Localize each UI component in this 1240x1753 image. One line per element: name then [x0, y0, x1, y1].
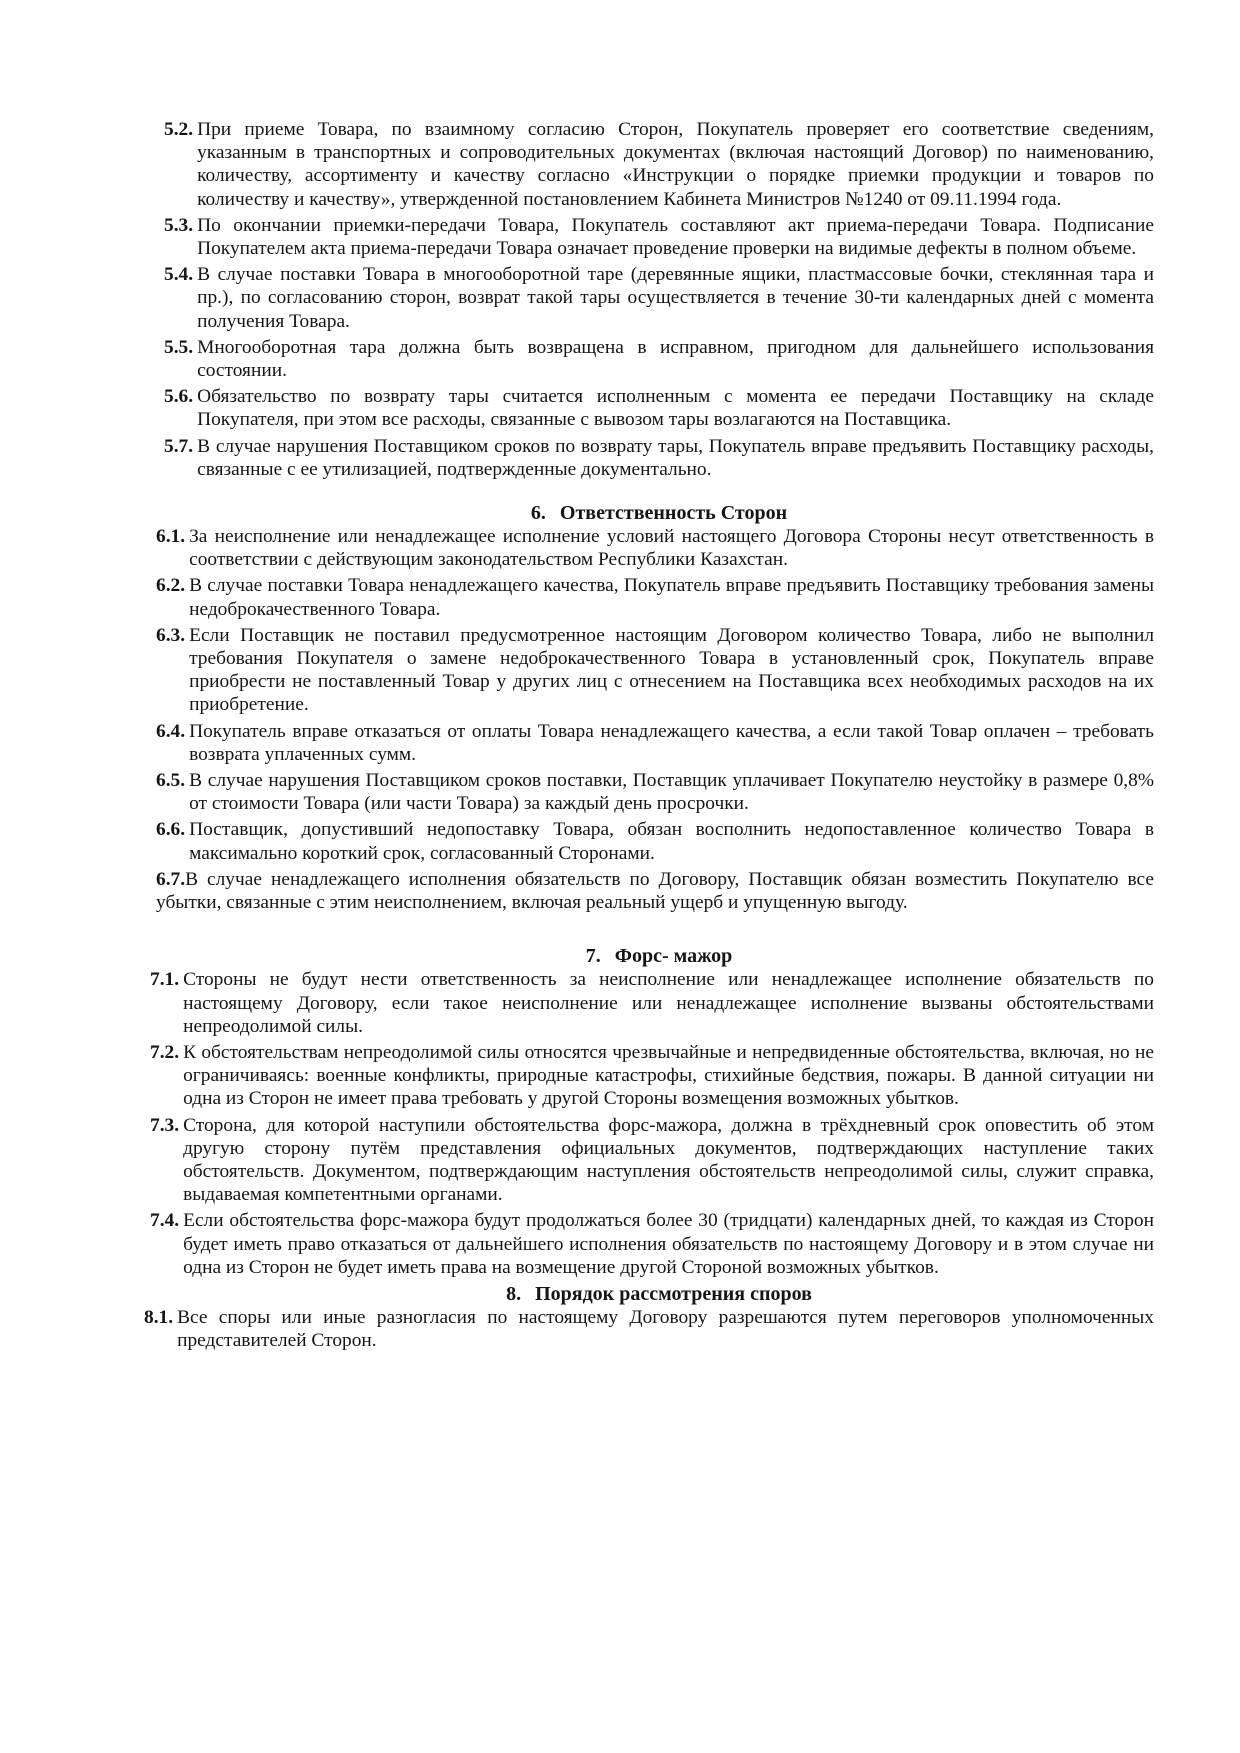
- clause-number: 5.7.: [164, 435, 194, 457]
- clause-text: По окончании приемки-передачи Товара, Покупатель составляют акт приема-передачи Товара. Подписание Покупателем акта приема-передачи Товара означает проведение проверки на видимые дефекты в полном объеме.: [197, 214, 1154, 260]
- clause-6-6: [156, 818, 1154, 864]
- clause-7-1: [150, 968, 1154, 1038]
- clause-text: В случае поставки Товара ненадлежащего качества, Покупатель вправе предъявить Поставщику требования замены недоброкачественного Товара.: [189, 575, 1154, 620]
- clause-text: Поставщик, допустивший недопоставку Товара, обязан восполнить недопоставленное количество Товара в максимально короткий срок, согласованный Сторонами.: [189, 819, 1154, 864]
- clause-text: Стороны не будут нести ответственность за неисполнение или ненадлежащее исполнение обязательств по настоящему Договору, если такое неисполнение или ненадлежащее исполнение вызваны обстоятельствами непреодолимой силы.: [183, 969, 1154, 1037]
- section-6-clauses: [156, 525, 1154, 914]
- clause-6-1: [156, 525, 1154, 571]
- section-title: Ответственность Сторон: [559, 502, 788, 525]
- clause-number: 6.2.: [156, 575, 186, 597]
- section-6-heading: [164, 501, 1154, 525]
- clause-6-4: [156, 720, 1154, 766]
- clause-6-2: [156, 574, 1154, 620]
- section-8-heading: [164, 1282, 1154, 1306]
- section-7-heading: [164, 944, 1154, 968]
- clause-text: Покупатель вправе отказаться от оплаты Товара ненадлежащего качества, а если такой Товар оплачен – требовать возврата уплаченных сумм.: [189, 720, 1154, 765]
- clause-text: Если Поставщик не поставил предусмотренное настоящим Договором количество Товара, либо не выполнил требования Покупателя о замене недоброкачественного Товара в установленный срок, Покупатель вправе приобрести не поставленный Товар у других лиц с отнесением на Поставщика всех необходимых расходов на их приобретение.: [189, 624, 1154, 716]
- clause-number: 5.4.: [164, 264, 194, 286]
- clause-number: 6.3.: [156, 624, 186, 646]
- section-7-clauses: [150, 968, 1154, 1279]
- clause-text: Все споры или иные разногласия по настоящему Договору разрешаются путем переговоров уполномоченных представителей Сторон.: [177, 1306, 1154, 1352]
- clause-text: В случае поставки Товара в многооборотной таре (деревянные ящики, пластмассовые бочки, стеклянная тара и пр.), по согласованию сторон, возврат такой тары осуществляется в течение 30-ти календарных дней с момента получения Товара.: [197, 264, 1154, 332]
- clause-5-6: [164, 385, 1154, 431]
- clause-8-1: [144, 1306, 1154, 1352]
- clause-number: 6.1.: [156, 526, 186, 548]
- clause-number: 6.6.: [156, 819, 186, 841]
- clause-5-7: [164, 435, 1154, 481]
- clause-5-2: [164, 118, 1154, 211]
- clause-7-2: [150, 1041, 1154, 1111]
- section-8-clauses: [144, 1306, 1154, 1352]
- clause-number: 7.3.: [150, 1114, 180, 1136]
- clause-5-3: [164, 214, 1154, 260]
- clause-6-5: [156, 769, 1154, 815]
- clause-number: 5.2.: [164, 119, 194, 140]
- section-title: Форс- мажор: [614, 945, 733, 968]
- clause-number: 7.2.: [150, 1041, 180, 1063]
- clause-5-4: [164, 263, 1154, 333]
- clause-text: За неисполнение или ненадлежащее исполнение условий настоящего Договора Стороны несут ответственность в соответствии с действующим законодательством Республики Казахстан.: [189, 526, 1154, 571]
- clause-number: 5.6.: [164, 386, 194, 408]
- clause-text: Если обстоятельства форс-мажора будут продолжаться более 30 (тридцати) календарных дней, то каждая из Сторон будет иметь право отказаться от дальнейшего исполнения обязательств по настоящему Договору и в этом случае ни одна из Сторон не будет иметь права на возмещение другой Стороной возможных убытков.: [183, 1210, 1154, 1278]
- clause-text: В случае ненадлежащего исполнения обязательств по Договору, Поставщик обязан возместить Покупателю все убытки, связанные с этим неисполнением, включая реальный ущерб и упущенную выгоду.: [156, 868, 1154, 914]
- clause-number: 5.3.: [164, 214, 194, 236]
- clause-number: 6.5.: [156, 770, 186, 792]
- clause-number: 7.4.: [150, 1210, 180, 1232]
- clause-text: При приеме Товара, по взаимному согласию Сторон, Покупатель проверяет его соответствие сведениям, указанным в транспортных и сопроводительных документах (включая настоящий Договор) по наименованию, количеству, ассортименту и качеству согласно «Инструкции о порядке приемки продукции и товаров по количеству и качеству», утвержденной постановлением Кабинета Министров №1240 от 09.11.1994 года.: [197, 119, 1154, 210]
- clause-6-3: [156, 624, 1154, 717]
- section-number: 6.: [530, 502, 546, 525]
- clause-text: Сторона, для которой наступили обстоятельства форс-мажора, должна в трёхдневный срок оповестить об этом другую сторону путём представления официальных документов, подтверждающих наступление таких обстоятельств. Документом, подтверждающим наступления обстоятельств непреодолимой силы, служит справка, выдаваемая компетентными органами.: [183, 1114, 1154, 1206]
- clause-text: В случае нарушения Поставщиком сроков по возврату тары, Покупатель вправе предъявить Поставщику расходы, связанные с ее утилизацией, подтвержденные документально.: [197, 435, 1154, 480]
- clause-6-7: [156, 868, 1154, 914]
- clause-number: 6.4.: [156, 720, 186, 742]
- clause-number: 5.5.: [164, 336, 194, 358]
- clause-number: 7.1.: [150, 969, 180, 991]
- clause-text: Многооборотная тара должна быть возвращена в исправном, пригодном для дальнейшего использования состоянии.: [197, 336, 1154, 382]
- clause-7-3: [150, 1114, 1154, 1207]
- clause-text: К обстоятельствам непреодолимой силы относятся чрезвычайные и непредвиденные обстоятельства, включая, но не ограничиваясь: военные конфликты, природные катастрофы, стихийные бедствия, пожары. В данной ситуации ни одна из Сторон не имеет права требовать у другой Стороны возмещения возможных убытков.: [183, 1041, 1154, 1110]
- section-5-clauses: [164, 118, 1154, 481]
- section-title: Порядок рассмотрения споров: [535, 1282, 812, 1305]
- upper-column: [144, 118, 1154, 1355]
- clause-number: 6.7.: [156, 868, 186, 890]
- clause-text: Обязательство по возврату тары считается исполненным с момента ее передачи Поставщику на складе Покупателя, при этом все расходы, связанные с вывозом тары возлагаются на Поставщика.: [197, 386, 1154, 431]
- section-number: 7.: [585, 945, 601, 968]
- clause-5-5: [164, 336, 1154, 382]
- clause-number: 8.1.: [144, 1306, 174, 1328]
- section-number: 8.: [506, 1282, 522, 1305]
- clause-text: В случае нарушения Поставщиком сроков поставки, Поставщик уплачивает Покупателю неустойку в размере 0,8% от стоимости Товара (или части Товара) за каждый день просрочки.: [189, 770, 1154, 815]
- clause-7-4: [150, 1209, 1154, 1279]
